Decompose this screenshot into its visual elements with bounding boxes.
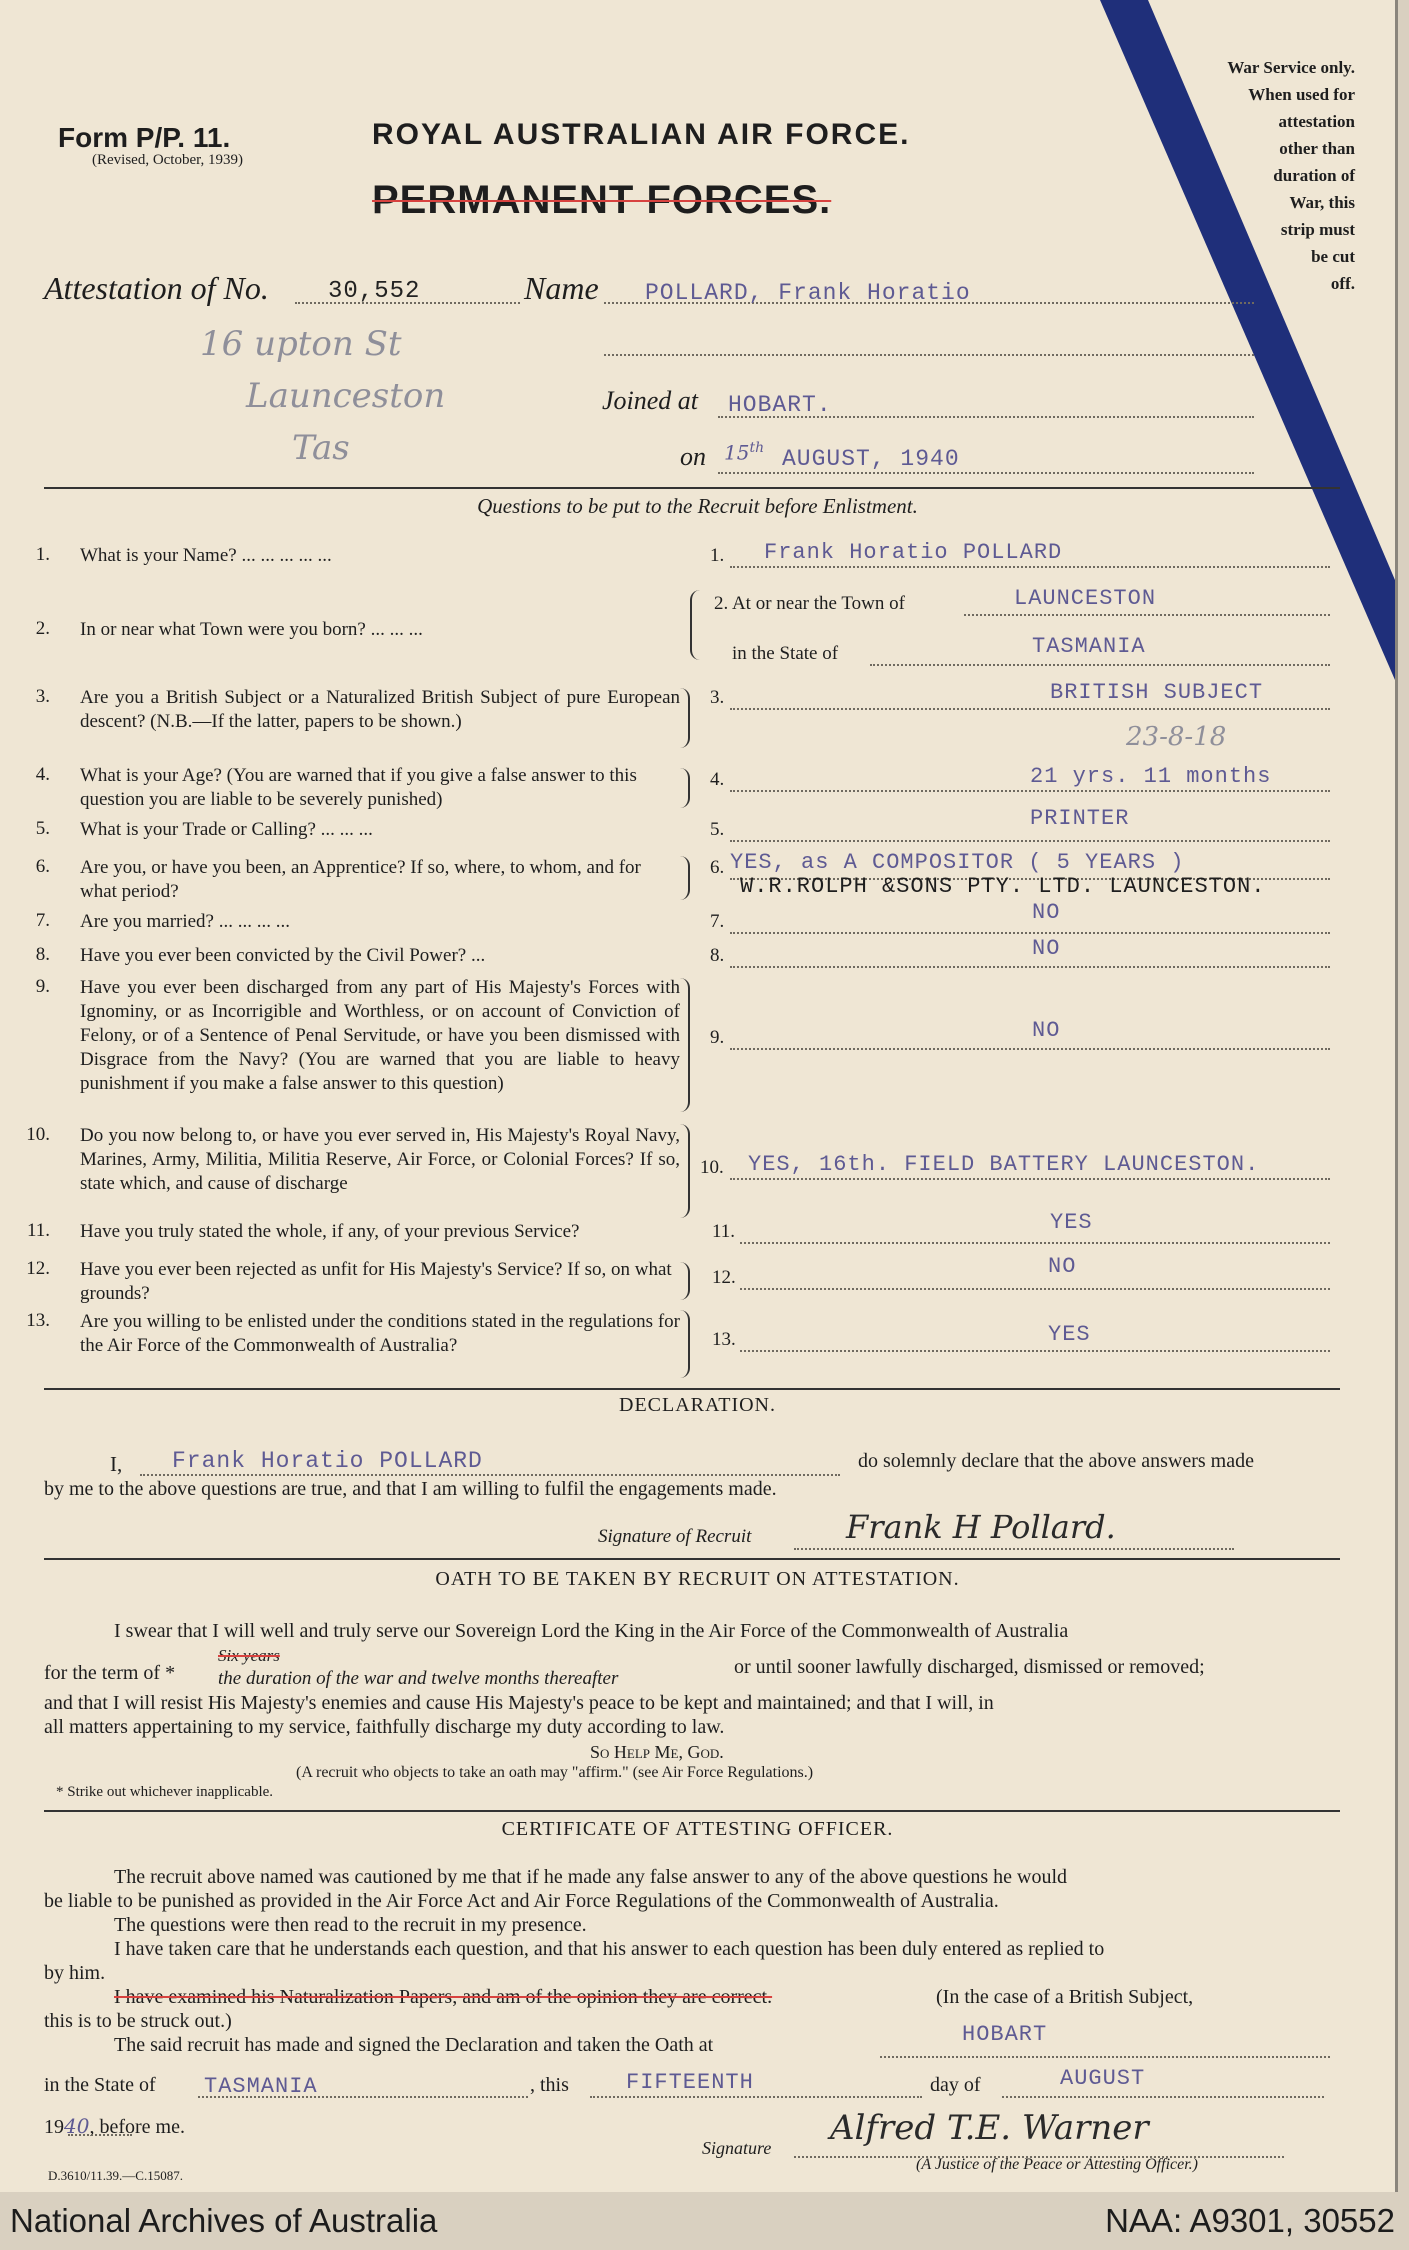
answer-number: 4. [710, 769, 725, 790]
question-text: Do you now belong to, or have you ever served in, His Majesty's Royal Navy, Marines, Army, Militia, Militia Reserve, Air Force, or Colonial Forces? If so, state which, and cause of discharge [80, 1125, 680, 1194]
address-line: Launceston [246, 376, 446, 416]
answer-value: Frank Horatio POLLARD [764, 540, 1063, 565]
print-code: D.3610/11.39.—C.15087. [48, 2168, 183, 2183]
strip-note-line: War Service only. [1227, 58, 1355, 77]
certificate-p4b: this is to be struck out.) [44, 2010, 232, 2032]
question-number: 13. [26, 1310, 50, 1331]
attestation-label: Attestation of No. [44, 270, 269, 306]
certificate-p1b: be liable to be punished as provided in the Air Force Act and Air Force Regulations of the Commonwealth of Australia. [44, 1890, 999, 1912]
officer-signature-label: Signature [702, 2138, 772, 2158]
declaration-prefix: I, [110, 1452, 123, 1476]
birth-date-note: 23-8-18 [1126, 722, 1227, 752]
on-date-value: AUGUST, 1940 [782, 446, 960, 472]
oath-line-3: and that I will resist His Majesty's enemies and cause His Majesty's peace to be kept and maintained; and that I will, in [44, 1692, 994, 1714]
joined-value: HOBART. [728, 392, 832, 418]
question-number: 4. [35, 764, 50, 785]
strip-note-line: be cut [1311, 247, 1355, 266]
on-day: 15th [724, 440, 765, 465]
answer-value: NO [1032, 1018, 1061, 1043]
year-line: 1940, before me. [44, 2114, 185, 2138]
archive-reference: NAA: A9301, 30552 [1105, 2202, 1395, 2239]
officer-signature-caption: (A Justice of the Peace or Attesting Officer.) [916, 2156, 1198, 2173]
question-number: 2. [35, 618, 50, 639]
name-label: Name [524, 270, 599, 306]
state-label: in the State of [44, 2074, 156, 2096]
question-text: Have you ever been discharged from any part of His Majesty's Forces with Ignominy, or as Incorrigible and Worthless, or on account of Conviction of Felony, or of a Sentence of Penal Servitude, or have you been dismissed with Disgrace from the Navy? (You are warned that you are liable to heavy punishment if you make a false answer to this question) [80, 977, 680, 1094]
answer-value: NO [1032, 900, 1061, 925]
question-number: 1. [35, 544, 50, 565]
recruit-signature: Frank H Pollard. [846, 1508, 1116, 1546]
declaration-name: Frank Horatio POLLARD [172, 1448, 483, 1474]
certificate-p4-rest: (In the case of a British Subject, [936, 1986, 1194, 2008]
oath-title: OATH TO BE TAKEN BY RECRUIT ON ATTESTATION. [435, 1568, 960, 1590]
oath-affirm-note: (A recruit who objects to take an oath may "affirm." (see Air Force Regulations.) [296, 1764, 814, 1781]
strip-note-line: strip must [1280, 220, 1355, 239]
strip-note-line: attestation [1278, 112, 1355, 131]
attestation-number: 30,552 [328, 278, 421, 305]
answer-number: 3. [710, 687, 725, 708]
answer-value: YES [1050, 1210, 1093, 1235]
answer-number: 6. [710, 857, 725, 878]
on-label: on [680, 442, 706, 471]
question-number: 6. [35, 856, 50, 877]
question-text: Have you ever been rejected as unfit for His Majesty's Service? If so, on what grounds? [80, 1259, 672, 1304]
question-number: 5. [35, 818, 50, 839]
oath-line-1: I swear that I will well and truly serve our Sovereign Lord the King in the Air Force of the Commonwealth of Australia [114, 1620, 1069, 1642]
address-line: 16 upton St [200, 324, 402, 364]
question-number: 7. [35, 910, 50, 931]
this-label: , this [530, 2074, 569, 2096]
question-text: Are you married? ... ... ... ... [80, 911, 290, 932]
attested-state: TASMANIA [204, 2074, 318, 2099]
question-number: 12. [26, 1258, 50, 1279]
forces-title: PERMANENT FORCES. [372, 178, 832, 222]
attested-day: FIFTEENTH [626, 2070, 754, 2095]
declaration-text-1: do solemnly declare that the above answers made [858, 1450, 1254, 1472]
strip-note-line: duration of [1273, 166, 1355, 185]
question-text: What is your Trade or Calling? ... ... ... [80, 819, 373, 840]
answer-value: YES, as A COMPOSITOR ( 5 YEARS ) [730, 850, 1185, 875]
question-number: 3. [35, 686, 50, 707]
question-text: What is your Age? (You are warned that if you give a false answer to this question you are liable to be severely punished) [80, 765, 637, 810]
answer-value: 21 yrs. 11 months [1030, 764, 1272, 789]
answer-label: in the State of [732, 643, 839, 664]
question-text: In or near what Town were you born? ... ... ... [80, 619, 423, 640]
recruit-signature-label: Signature of Recruit [598, 1526, 752, 1547]
archive-name: National Archives of Australia [10, 2202, 438, 2239]
question-number: 10. [26, 1124, 50, 1145]
answer-number: 2. At or near the Town of [714, 593, 905, 614]
day-of-label: day of [930, 2074, 981, 2096]
certificate-title: CERTIFICATE OF ATTESTING OFFICER. [501, 1818, 894, 1840]
answer-number: 10. [700, 1157, 724, 1178]
answer-number: 11. [712, 1221, 736, 1242]
joined-label: Joined at [602, 386, 699, 415]
answer-value: NO [1048, 1254, 1077, 1279]
form-revised: (Revised, October, 1939) [92, 152, 244, 168]
declaration-text-2: by me to the above questions are true, and that I am willing to fulfil the engagements made. [44, 1478, 777, 1500]
question-text: Have you ever been convicted by the Civil Power? ... [80, 945, 486, 966]
answer-value: PRINTER [1030, 806, 1130, 831]
oath-struck-term: Six years [218, 1646, 280, 1665]
oath-line-4: all matters appertaining to my service, faithfully discharge my duty according to law. [44, 1716, 725, 1738]
certificate-p3b: by him. [44, 1962, 106, 1984]
strip-note-line: When used for [1248, 85, 1355, 104]
answer-value: YES, 16th. FIELD BATTERY LAUNCESTON. [748, 1152, 1260, 1177]
answer-value-2: TASMANIA [1032, 634, 1146, 659]
year-suffix: 40 [64, 2114, 90, 2138]
answer-number: 5. [710, 819, 725, 840]
strip-note-line: War, this [1289, 193, 1355, 212]
strip-note-line: off. [1330, 274, 1355, 293]
answer-value-2: W.R.ROLPH &SONS PTY. LTD. LAUNCESTON. [740, 874, 1266, 899]
question-text: Are you willing to be enlisted under the conditions stated in the regulations for the Air Force of the Commonwealth of Australia? [80, 1311, 680, 1356]
answer-value: BRITISH SUBJECT [1050, 680, 1264, 705]
address-line: Tas [292, 428, 350, 468]
so-help-me-god: So Help Me, God. [590, 1742, 724, 1762]
question-text: What is your Name? ... ... ... ... ... [80, 545, 332, 566]
oath-inserted-term: the duration of the war and twelve months thereafter [218, 1668, 619, 1689]
answer-number: 13. [712, 1329, 736, 1350]
attested-month: AUGUST [1060, 2066, 1146, 2091]
answer-number: 1. [710, 545, 725, 566]
handwritten-address [200, 318, 445, 474]
answer-value: NO [1032, 936, 1061, 961]
strip-note [1170, 54, 1355, 297]
answer-number: 7. [710, 911, 725, 932]
certificate-p1: The recruit above named was cautioned by me that if he made any false answer to any of the above questions he would [114, 1866, 1068, 1888]
form-number: Form P/P. 11. [58, 122, 231, 153]
answer-value: LAUNCESTON [1014, 586, 1157, 611]
answer-number: 8. [710, 945, 725, 966]
oath-term-suffix: or until sooner lawfully discharged, dismissed or removed; [734, 1656, 1205, 1678]
certificate-p5: The said recruit has made and signed the Declaration and taken the Oath at [114, 2034, 714, 2056]
question-number: 11. [26, 1220, 50, 1241]
name-value: POLLARD, Frank Horatio [645, 280, 971, 306]
question-text: Are you, or have you been, an Apprentice? If so, where, to whom, and for what period? [80, 857, 641, 902]
oath-term-prefix: for the term of * [44, 1662, 176, 1684]
officer-signature: Alfred T.E. Warner [830, 2108, 1149, 2148]
declaration-title: DECLARATION. [619, 1394, 776, 1416]
answer-number: 9. [710, 1027, 725, 1048]
org-title: ROYAL AUSTRALIAN AIR FORCE. [372, 118, 911, 151]
strike-out-note: * Strike out whichever inapplicable. [56, 1784, 274, 1800]
question-number: 9. [35, 976, 50, 997]
answer-number: 12. [712, 1267, 736, 1288]
strip-note-line: other than [1279, 139, 1355, 158]
certificate-p3: I have taken care that he understands each question, and that his answer to each question has been duly entered as replied to [114, 1938, 1105, 1960]
question-text: Are you a British Subject or a Naturalized British Subject of pure European descent? (N.B.—If the latter, papers to be shown.) [80, 687, 680, 732]
archive-footer [0, 2192, 1409, 2250]
questions-title: Questions to be put to the Recruit before Enlistment. [477, 494, 918, 518]
question-number: 8. [35, 944, 50, 965]
question-text: Have you truly stated the whole, if any, of your previous Service? [80, 1221, 580, 1242]
answer-value: YES [1048, 1322, 1091, 1347]
certificate-p4-struck: I have examined his Naturalization Papers, and am of the opinion they are correct. [114, 1986, 773, 2008]
attested-place: HOBART [962, 2022, 1048, 2047]
certificate-p2: The questions were then read to the recruit in my presence. [114, 1914, 587, 1936]
